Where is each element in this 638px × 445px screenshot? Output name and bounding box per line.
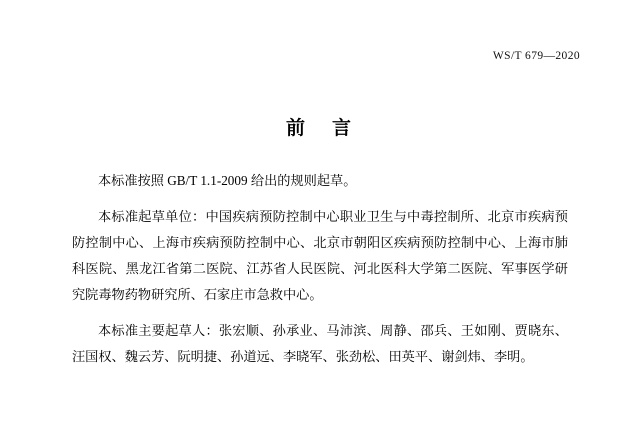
page-title (0, 113, 638, 140)
page-title-part-two: 言 (332, 118, 353, 139)
standard-code-header: WS/T 679—2020 (492, 50, 580, 62)
page-title-part-one: 前 (285, 118, 306, 139)
paragraph: 本标准起草单位：中国疾病预防控制中心职业卫生与中毒控制所、北京市疾病预防控制中心、上海市疾病预防控制中心、北京市朝阳区疾病预防控制中心、上海市肺科医院、黑龙江省第二医院、江苏省人民医院、河北医科大学第二医院、军事医学研究院毒物药物研究所、石家庄市急救中心。 (72, 209, 568, 302)
paragraph: 本标准按照 GB/T 1.1-2009 给出的规则起草。 (98, 173, 357, 188)
foreword-body (72, 168, 568, 370)
paragraph: 本标准主要起草人：张宏顺、孙承业、马沛滨、周静、邵兵、王如刚、贾晓东、汪国权、魏云芳、阮明捷、孙道远、李晓军、张劲松、田英平、谢剑炜、李明。 (72, 323, 568, 364)
